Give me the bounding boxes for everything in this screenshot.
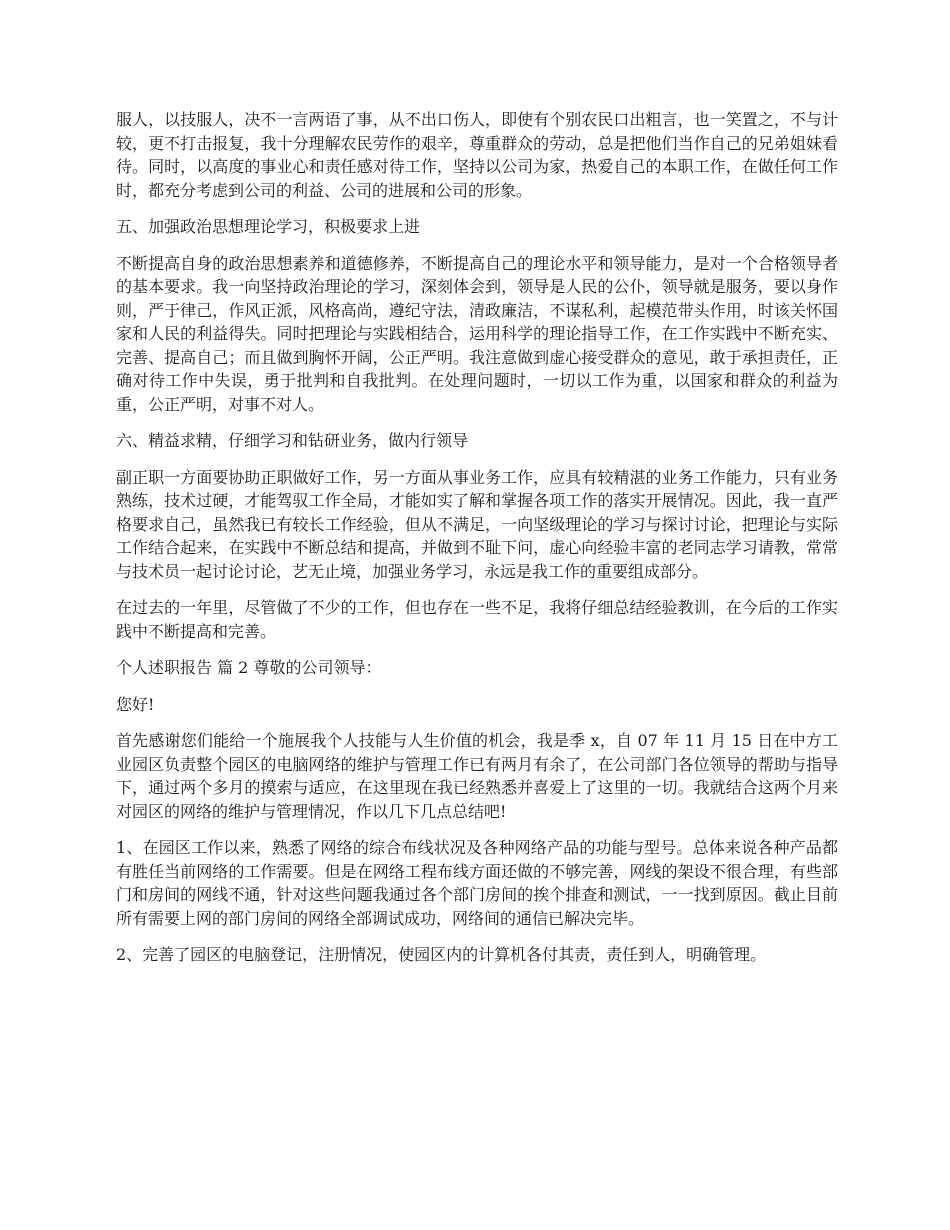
paragraph-business-study: 副正职一方面要协助正职做好工作，另一方面从事业务工作，应具有较精湛的业务工作能力，只有业务熟练，技术过硬，才能驾驭工作全局，才能如实了解和掌握各项工作的落实开展情况。因此，我一直严格要求自己，虽然我已有较长工作经验，但从不满足，一向坚级理论的学习与探讨讨论，把理论与实际工作结合起来，在实践中不断总结和提高，并做到不耻下问，虚心向经验丰富的老同志学习请教，常常与技术员一起讨论讨论，艺无止境，加强业务学习，永远是我工作的重要组成部分。 <box>116 467 838 581</box>
heading-section-five: 五、加强政治思想理论学习，积极要求上进 <box>116 217 421 236</box>
paragraph-introduction: 首先感谢您们能给一个施展我个人技能与人生价值的机会，我是季 x，自 07 年 11 月 15 日在中方工业园区负责整个园区的电脑网络的维护与管理工作已有两月有余了，在公司部门各位领导的帮助与指导下，通过两个多月的摸索与适应，在这里现在我已经熟悉并喜爱上了这里的一切。我就结合这两个月来对园区的网络的维护与管理情况，作以几下几点总结吧! <box>116 731 838 821</box>
heading-section-six: 六、精益求精，仔细学习和钻研业务，做内行领导 <box>116 431 469 450</box>
paragraph-point-two: 2、完善了园区的电脑登记，注册情况，使园区内的计算机各付其责，责任到人，明确管理。 <box>116 945 767 964</box>
paragraph-point-one: 1、在园区工作以来，熟悉了网络的综合布线状况及各种网络产品的功能与型号。总体来说各种产品都有胜任当前网络的工作需要。但是在网络工程布线方面还做的不够完善，网线的架设不很合理，有些部门和房间的网线不通，针对这些问题我通过各个部门房间的挨个排查和测试，一一找到原因。截止目前所有需要上网的部门房间的网络全部调试成功，网络间的通信已解决完毕。 <box>116 838 838 928</box>
paragraph-year-summary: 在过去的一年里，尽管做了不少的工作，但也存在一些不足，我将仔细总结经验教训，在今后的工作实践中不断提高和完善。 <box>116 598 838 641</box>
heading-report-two: 个人述职报告 篇 2 尊敬的公司领导： <box>116 658 382 677</box>
paragraph-respect-farmers: 服人，以技服人，决不一言两语了事，从不出口伤人，即使有个别农民口出粗言，也一笑置之，不与计较，更不打击报复，我十分理解农民劳作的艰辛，尊重群众的劳动，总是把他们当作自己的兄弟姐妹看待。同时，以高度的事业心和责任感对待工作，坚持以公司为家，热爱自己的本职工作，在做任何工作时，都充分考虑到公司的利益、公司的进展和公司的形象。 <box>116 110 838 200</box>
greeting: 您好! <box>116 694 155 714</box>
paragraph-political-study: 不断提高自身的政治思想素养和道德修养，不断提高自己的理论水平和领导能力，是对一个合格领导者的基本要求。我一向坚持政治理论的学习，深刻体会到，领导是人民的公仆，领导就是服务，要以身作则，严于律己，作风正派，风格高尚，遵纪守法，清政廉洁，不谋私利，起模范带头作用，时该关怀国家和人民的利益得失。同时把理论与实践相结合，运用科学的理论指导工作，在工作实践中不断充实、完善、提高自己；而且做到胸怀开阔，公正严明。我注意做到虚心接受群众的意见，敢于承担责任，正确对待工作中失误，勇于批判和自我批判。在处理问题时，一切以工作为重，以国家和群众的利益为重，公正严明，对事不对人。 <box>116 253 838 414</box>
document-page <box>116 108 838 980</box>
